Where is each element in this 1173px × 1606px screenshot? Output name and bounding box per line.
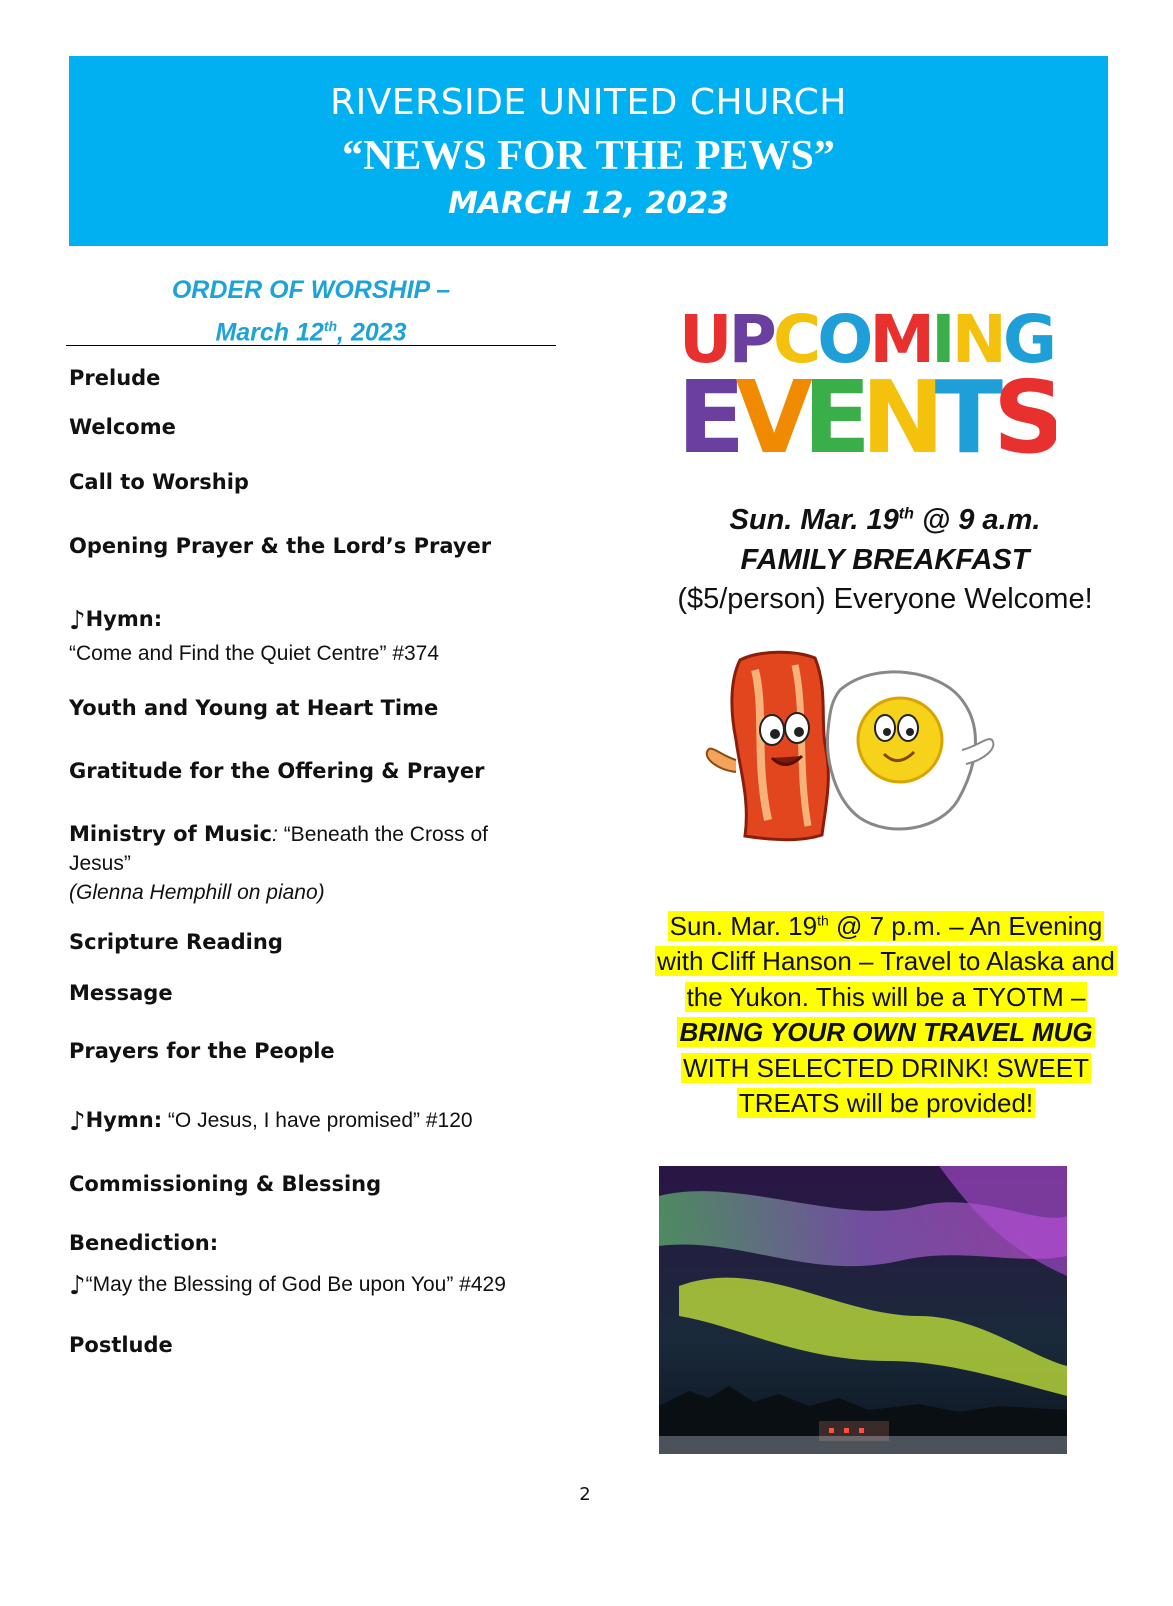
- item-postlude: Postlude: [69, 1333, 173, 1357]
- svg-text:UPCOMING: UPCOMING: [678, 301, 1054, 378]
- newsletter-title: “NEWS FOR THE PEWS”: [342, 133, 835, 179]
- order-of-worship-heading: [66, 272, 556, 350]
- breakfast-price-note: ($5/person) Everyone Welcome!: [677, 583, 1093, 615]
- church-name: RIVERSIDE UNITED CHURCH: [330, 82, 847, 123]
- item-opening-prayer: Opening Prayer & the Lord’s Prayer: [69, 534, 492, 558]
- bacon-and-egg-illustration: [700, 650, 1005, 842]
- music-note-icon: ♪: [69, 1107, 86, 1137]
- item-call-to-worship: Call to Worship: [69, 470, 249, 494]
- item-message: Message: [69, 981, 173, 1005]
- item-hymn-2: ♪Hymn: “O Jesus, I have promised” #120: [69, 1107, 473, 1137]
- page-number: 2: [579, 1484, 591, 1505]
- breakfast-title: FAMILY BREAKFAST: [740, 544, 1030, 576]
- item-welcome: Welcome: [69, 415, 176, 439]
- music-note-icon: ♪: [69, 606, 86, 636]
- travel-mug-emphasis: BRING YOUR OWN TRAVEL MUG: [679, 1017, 1093, 1048]
- svg-text:EVENTS: EVENTS: [677, 359, 1055, 462]
- music-performer: (Glenna Hemphill on piano): [69, 881, 325, 904]
- hymn-1-title: “Come and Find the Quiet Centre” #374: [69, 642, 440, 665]
- heading-line-2: March 12th, 2023: [215, 318, 407, 347]
- newsletter-date: MARCH 12, 2023: [448, 186, 729, 221]
- item-benediction: Benediction:: [69, 1231, 219, 1255]
- item-prayers-for-people: Prayers for the People: [69, 1039, 335, 1063]
- heading-divider: [66, 345, 556, 346]
- evening-event-notice: Sun. Mar. 19th @ 7 p.m. – An Evening with Cliff Hanson – Travel to Alaska and the Yukon. This will be a TYOTM – BRING YOUR OWN TRAVEL MUG WITH SELECTED DRINK! SWEET TREATS will be provided!: [657, 910, 1115, 1119]
- item-commissioning: Commissioning & Blessing: [69, 1172, 382, 1196]
- breakfast-date: Sun. Mar. 19th @ 9 a.m.: [729, 504, 1041, 536]
- newsletter-banner: [69, 56, 1108, 246]
- item-youth-time: Youth and Young at Heart Time: [69, 696, 439, 720]
- upcoming-events-logo: [676, 292, 1056, 462]
- item-gratitude: Gratitude for the Offering & Prayer: [69, 759, 485, 783]
- item-hymn-1: ♪Hymn:: [69, 606, 163, 636]
- music-note-icon: ♪: [69, 1271, 86, 1301]
- northern-lights-photo: [659, 1166, 1067, 1454]
- item-ministry-of-music: Ministry of Music: “Beneath the Cross of: [69, 822, 488, 846]
- music-title-continued: Jesus”: [69, 852, 131, 875]
- heading-line-1: ORDER OF WORSHIP –: [171, 276, 451, 304]
- item-prelude: Prelude: [69, 366, 161, 390]
- item-scripture-reading: Scripture Reading: [69, 930, 283, 954]
- benediction-song: ♪“May the Blessing of God Be upon You” #429: [69, 1271, 506, 1301]
